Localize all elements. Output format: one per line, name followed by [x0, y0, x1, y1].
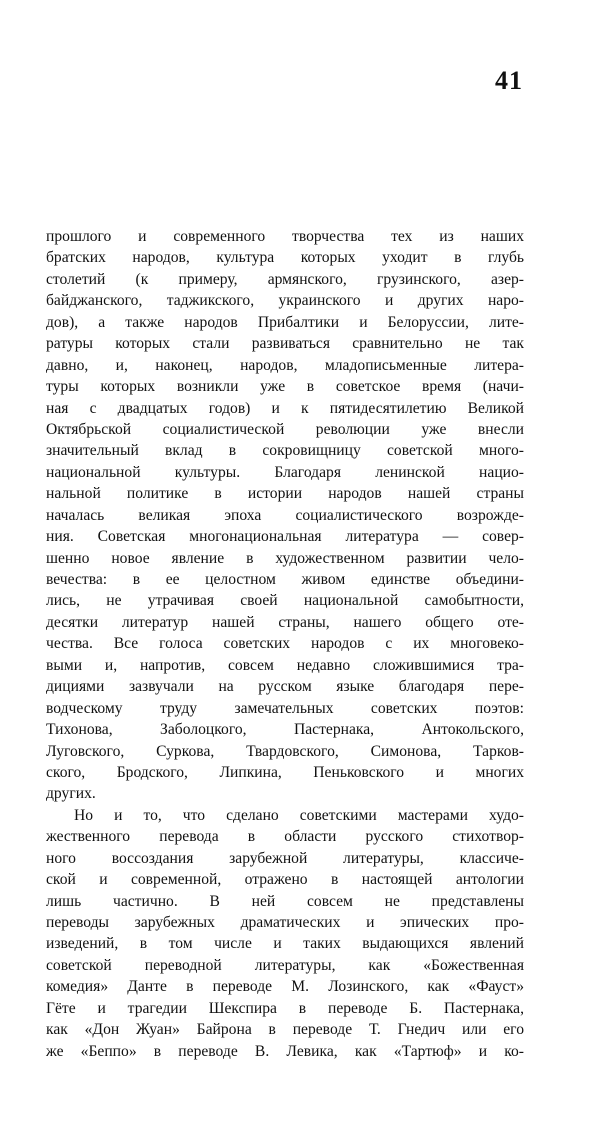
text-line: ного воссоздания зарубежной литературы, классиче-	[46, 849, 524, 867]
body-text	[46, 226, 524, 1062]
text-line: переводы зарубежных драматических и эпических про-	[46, 914, 524, 931]
paragraph	[46, 226, 524, 805]
text-line: столетий (к примеру, армянского, грузинского, азер-	[46, 270, 524, 288]
text-line: началась великая эпоха социалистического возрожде-	[46, 506, 524, 524]
text-line: дов), а также народов Прибалтики и Белоруссии, лите-	[46, 313, 524, 331]
text-line: братских народов, культура которых уходит в глубь	[46, 249, 524, 267]
text-line: ния. Советская многонациональная литература — совер-	[46, 528, 524, 546]
text-line: национальной культуры. Благодаря ленинской нацио-	[46, 463, 524, 481]
text-line: ского, Бродского, Липкина, Пеньковского и многих	[46, 763, 524, 781]
text-line: лись, не утрачивая своей национальной самобытности,	[46, 592, 524, 610]
text-line: ской и современной, отражено в настоящей антологии	[46, 871, 524, 889]
text-line: значительный вклад в сокровищницу советской много-	[46, 442, 524, 460]
text-line: изведений, в том числе и таких выдающихся явлений	[46, 935, 524, 953]
text-line: ная с двадцатых годов) и к пятидесятилетию Великой	[46, 399, 524, 417]
text-line: же «Беппо» в переводе В. Левика, как «Тартюф» и ко-	[46, 1042, 524, 1060]
text-line: дициями зазвучали на русском языке благодаря пере-	[46, 678, 524, 696]
text-line: десятки литератур нашей страны, нашего общего оте-	[46, 613, 524, 631]
text-line: шенно новое явление в художественном развитии чело-	[46, 549, 524, 567]
text-line: жественного перевода в области русского стихотвор-	[46, 828, 524, 846]
text-line: нальной политике в истории народов нашей страны	[46, 485, 524, 503]
text-line: водческому труду замечательных советских поэтов:	[46, 699, 524, 717]
text-line: Октябрьской социалистической революции уже внесли	[46, 420, 524, 438]
text-line: чества. Все голоса советских народов с их многовеко-	[46, 635, 524, 653]
text-line: Тихонова, Заболоцкого, Пастернака, Антокольского,	[46, 721, 524, 739]
text-line: комедия» Данте в переводе М. Лозинского, как «Фауст»	[46, 978, 524, 996]
text-line: ратуры которых стали развиваться сравнительно не так	[46, 335, 524, 353]
text-line: прошлого и современного творчества тех из наших	[46, 228, 524, 245]
text-line: других.	[46, 785, 96, 803]
text-line: туры которых возникли уже в советское время (начи-	[46, 378, 524, 396]
text-line: советской переводной литературы, как «Божественная	[46, 956, 524, 974]
text-line: лишь частично. В ней совсем не представлены	[46, 892, 524, 910]
text-line: Но и то, что сделано советскими мастерами худо-	[74, 806, 524, 824]
text-line: Луговского, Суркова, Твардовского, Симонова, Тарков-	[46, 742, 524, 760]
text-line: Гёте и трагедии Шекспира в переводе Б. Пастернака,	[46, 999, 524, 1017]
text-line: байджанского, таджикского, украинского и других наро-	[46, 292, 524, 310]
text-line: как «Дон Жуан» Байрона в переводе Т. Гнедич или его	[46, 1021, 524, 1039]
page-number: 41	[495, 66, 523, 95]
text-line: давно, и, наконец, народов, младописьменные литера-	[46, 356, 524, 374]
text-line: выми и, напротив, совсем недавно сложившимися тра-	[46, 656, 524, 674]
text-line: вечества: в ее целостном живом единстве объедини-	[46, 571, 524, 588]
paragraph	[46, 805, 524, 1062]
